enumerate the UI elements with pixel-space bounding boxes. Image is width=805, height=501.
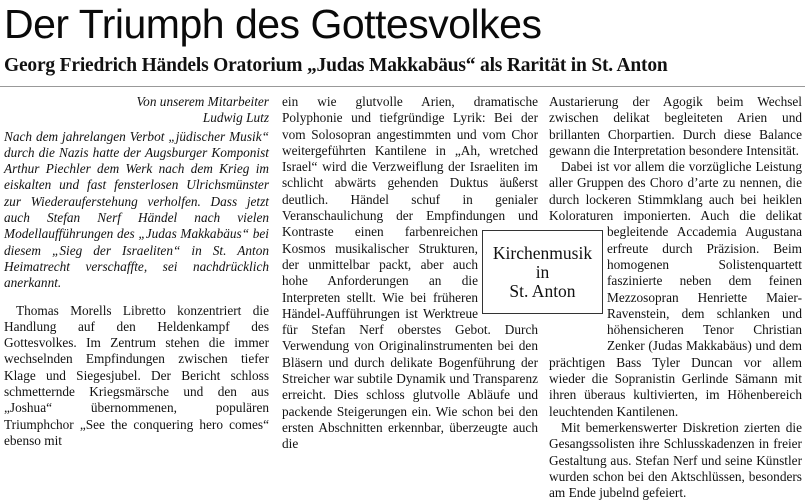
byline-role: Von unserem Mitarbeiter (136, 94, 269, 109)
body-paragraph-1: Thomas Morells Libretto konzentriert die Handlung auf den Heldenkampf des Gottesvolkes. Im Zentrum stehen die immer wechselnden Empfindungen zwischen tiefer Klage und Siegesjubel. Der Bericht schloss schmetternde Kriegsmärsche und den aus „Joshua“ übernommenen, populären Triumphchor „See the conquering hero comes“ ebenso mit (4, 302, 269, 448)
infobox-line-2: in (535, 261, 550, 282)
body-paragraph-4: Dabei ist vor allem die vorzügliche Leistung aller Gruppen des Choro d’arte zu nennen, die durch lockeren Stimmklang auch bei heiklen Koloraturen imponierten. Auch die delikat begleitende Accademia Augustana erfreute durch Präzision. Beim homogenen Solistenquartett faszinierte neben dem feinen Mezzosopran Henriette Maier-Ravenstein, dem schlanken und höhensicheren Tenor Christian Zenker (Judas Makkabäus) und dem prächtigen Bass Tyler Duncan vor allem wieder die Sopranistin Gerlinde Sämann mit ihren überaus kultivierten, im Höhenbereich leuchtenden Kantilenen. (549, 159, 802, 419)
column-1 (4, 94, 269, 449)
infobox-line-1: Kirchenmusik (492, 242, 593, 263)
body-paragraph-5: Mit bemerkenswerter Diskretion zierten die Gesangssolisten ihre Schlusskadenzen in freier Gestaltung aus. Stefan Nerf und seine Künstler wurden schon bei den Aktschlüssen, besonders am Ende jubelnd gefeiert. (549, 419, 802, 501)
lead-paragraph: Nach dem jahrelangen Verbot „jüdischer Musik“ durch die Nazis hatte der Augsburger Komponist Arthur Piechler dem Werk nach dem Krieg im eiskalten und fast fensterlosen Ulrichsmünster zur Wiederauferstehung verholfen. Dass jetzt auch Stefan Nerf Händel nach vielen Modellaufführungen des „Judas Makkabäus“ bei diesem „Sieg der Israeliten“ in St. Anton Heimatrecht verschaffte, sei nachdrücklich anerkannt. (4, 128, 269, 291)
headline: Der Triumph des Gottesvolkes (4, 1, 542, 47)
body-paragraph-3: Austarierung der Agogik beim Wechsel zwischen delikat begleiteten Arien und brillanten Chorpartien. Durch diese Balance gewann die Interpretation besondere Intensität. (549, 94, 802, 158)
body-paragraph-2: ein wie glutvolle Arien, dramatische Polyphonie und tiefgründige Lyrik: Bei der vom Solosopran angestimmten und vom Chor weitergeführten Kantilene in „Ah, wretched Israel“ wird die Verzweiflung der Israeliten im schlicht abwärts gehenden Duktus äußerst deutlich. Händel schuf in genialer Veranschaulichung der Empfindungen und Kontraste einen farbenreichen Kosmos musikalischer Strukturen, der unmittelbar packt, aber auch hohe Anforderungen an die Interpreten stellt. Wie bei früheren Händel-Aufführungen ist Werktreue für Stefan Nerf oberstes Gebot. Durch Verwendung von Originalinstrumenten bei den Bläsern und durch delikate Bogenführung der Streicher war subtile Dynamik und Transparenz erreicht. Dies schloss glutvolle Abläufe und packende Steigerungen ein. Wie schon bei den ersten Abschnitten erkennbar, überzeugte auch die (282, 94, 538, 452)
infobox-kirchenmusik (482, 230, 603, 314)
subheadline: Georg Friedrich Händels Oratorium „Judas Makkabäus“ als Rarität in St. Anton (4, 55, 668, 76)
infobox-line-3: St. Anton (509, 280, 576, 301)
byline-author: Ludwig Lutz (202, 110, 269, 126)
header-divider (0, 86, 805, 87)
